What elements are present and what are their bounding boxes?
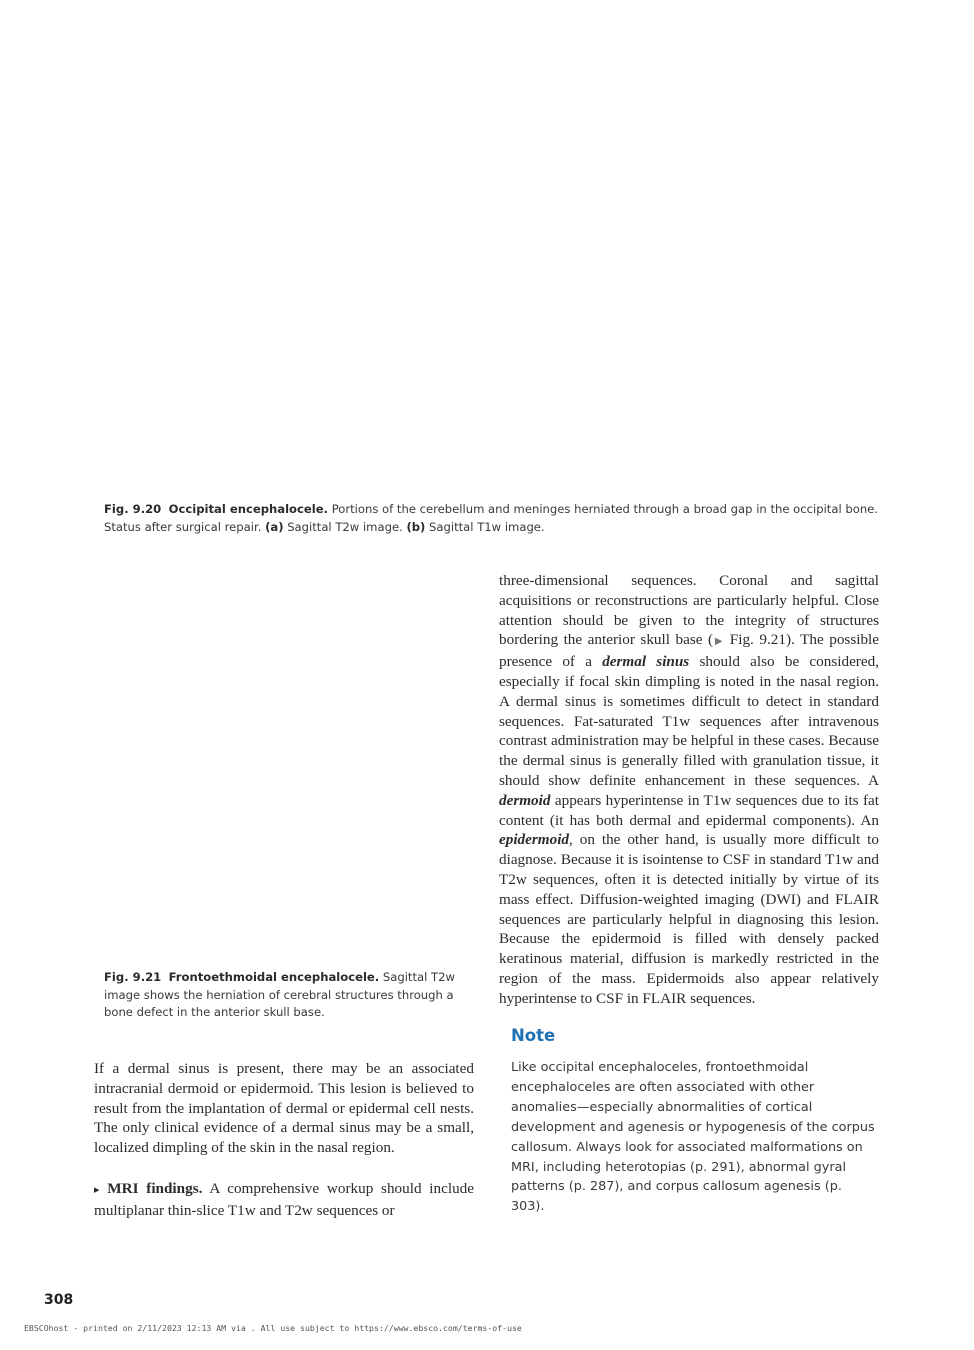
figure-9-21-text: Sagittal T2w image shows the herniation of cerebral structures through a bone defect in the anterior skull base. [104, 970, 455, 1019]
left-column-paragraph: If a dermal sinus is present, there may be an associated intracranial dermoid or epidermoid. This lesion is believed to result from the implantation of dermal or epidermal cell nests. The only clinical evidence of a dermal sinus may be a small, localized dimpling of the skin in the nasal region. [94, 1060, 474, 1157]
figure-9-21-label: Fig. 9.21 [104, 970, 162, 984]
dermal-sinus-term: dermal sinus [602, 653, 690, 671]
note-title: Note [511, 1026, 556, 1045]
figure-9-21-title: Frontoethmoidal encephalocele. [168, 970, 380, 984]
right-column-segment: should also be considered, especially if focal skin dimpling is noted in the nasal region. A dermal sinus is sometimes difficult to detect in standard sequences. Fat-saturated T1w sequences after intravenous contrast administration may be helpful in these cases. Because the dermal sinus is generally filled with granulation tissue, it should show definite enhancement in these sequences. A [499, 653, 879, 789]
figure-9-20-part-a-label: (a) [265, 519, 284, 534]
figure-9-20-part-b-text: Sagittal T1w image. [429, 519, 545, 534]
right-column-segment: ). The possible presence of a [499, 631, 880, 671]
note-body: Like occipital encephaloceles, frontoethmoidal encephaloceles are often associated with other anomalies—especially abnormalities of cortical development and agenesis or hypogenesis of the corpus callosum. Always look for associated malformations on MRI, including heterotopias (p. 291), abnormal gyral patterns (p. 287), and corpus callosum agenesis (p. 303). [511, 1060, 875, 1215]
mri-findings-heading: MRI findings. [107, 1180, 203, 1197]
figure-9-20-title: Occipital encephalocele. [168, 502, 328, 516]
figure-9-21-reference-link[interactable]: Fig. 9.21 [729, 631, 786, 649]
page-number: 308 [44, 1292, 74, 1308]
figure-9-21-caption [104, 969, 474, 1022]
figure-9-20-label: Fig. 9.20 [104, 502, 162, 516]
figure-9-20-caption [104, 501, 884, 536]
figure-9-20-text: Portions of the cerebellum and meninges herniated through a broad gap in the occipital bone. Status after surgical repair. [104, 502, 878, 534]
arrow-icon: ▸ [94, 1184, 100, 1196]
footer-notice: EBSCOhost - printed on 2/11/2023 12:13 AM via . All use subject to https://www.ebsco.com/terms-of-use [24, 1323, 522, 1333]
figure-9-20-part-a-text: Sagittal T2w image. [287, 519, 403, 534]
mri-findings-paragraph [94, 1179, 474, 1221]
right-column-text [499, 571, 879, 1009]
epidermoid-term: epidermoid [499, 831, 570, 849]
dermoid-term: dermoid [499, 791, 551, 809]
right-column-segment: three-dimensional sequences. Coronal and sagittal acquisitions or reconstructions are particularly helpful. Close attention should be given to the integrity of structures bordering the anterior skull base ( [499, 572, 879, 649]
figure-9-20-part-b-label: (b) [406, 519, 426, 534]
right-column-segment: , on the other hand, is usually more difficult to diagnose. Because it is isointense to CSF in standard T1w and T2w sequences, often it is detected initially by virtue of its mass effect. Diffusion-weighted imaging (DWI) and FLAIR sequences are particularly helpful in diagnosing this lesion. Because the epidermoid is filled with densely packed keratinous material, diffusion is markedly restricted in the region of the mass. Epidermoids also appear relatively hyperintense to CSF in FLAIR sequences. [499, 831, 879, 1007]
mri-findings-text: A comprehensive workup should include multiplanar thin-slice T1w and T2w sequences or [94, 1180, 475, 1219]
right-column-segment: appears hyperintense in T1w sequences due to its fat content (it has both dermal and epidermal components). An [499, 791, 879, 829]
figure-reference-arrow-icon: ▶ [713, 636, 725, 648]
